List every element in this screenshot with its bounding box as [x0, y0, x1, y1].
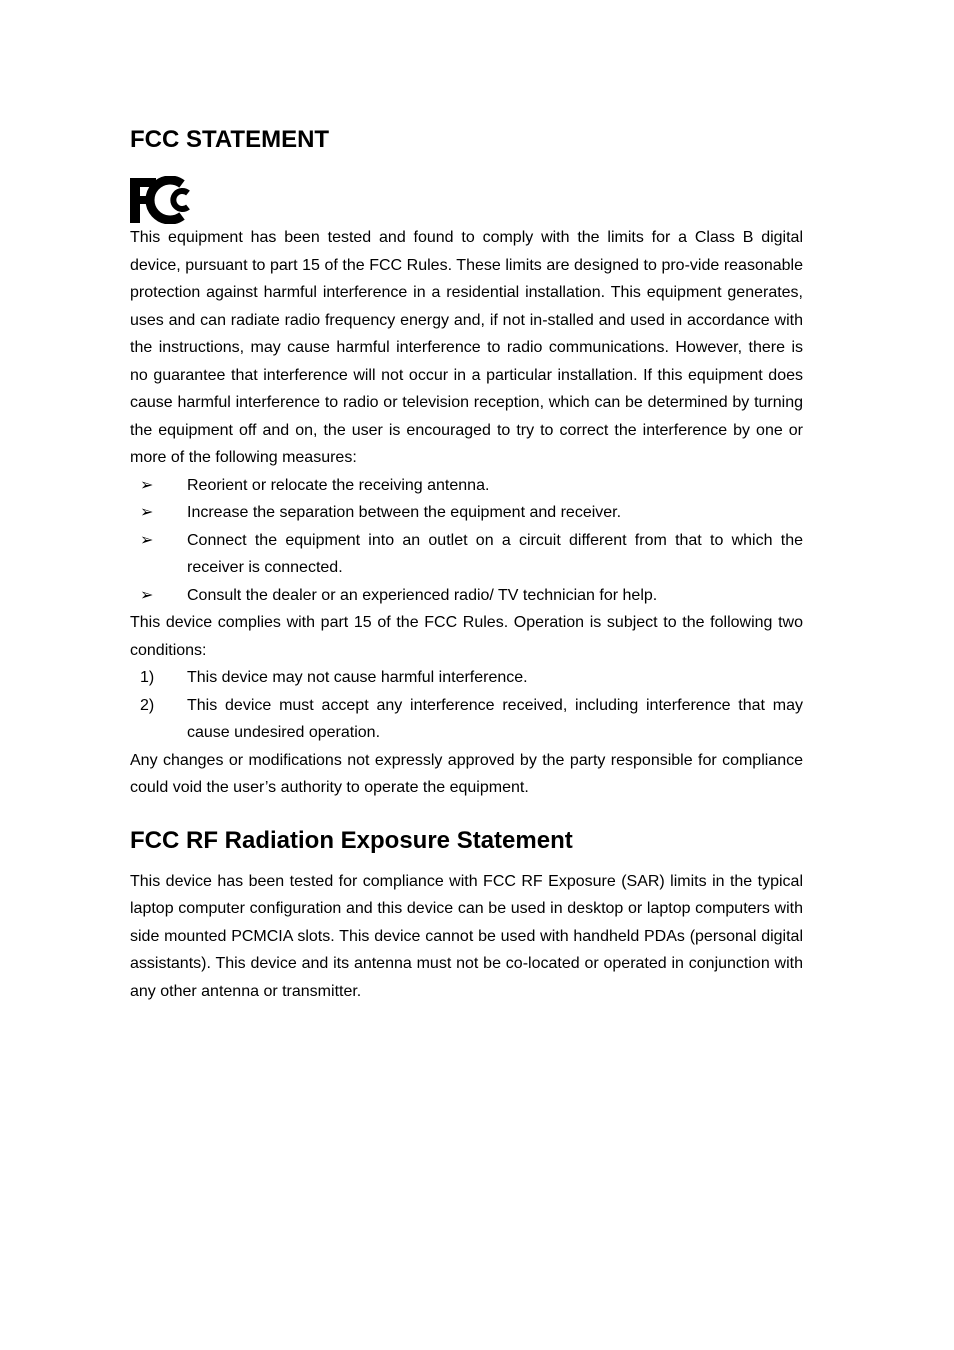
- fcc-logo-icon: [130, 176, 198, 224]
- part15-paragraph: This device complies with part 15 of the FCC Rules. Operation is subject to the following two conditions:: [130, 614, 803, 659]
- list-item: ➢ Consult the dealer or an experienced radio/ TV technician for help.: [130, 582, 803, 610]
- list-item: ➢ Reorient or relocate the receiving antenna.: [130, 472, 803, 500]
- arrow-bullet-icon: ➢: [140, 531, 154, 549]
- list-item: ➢ Connect the equipment into an outlet on a circuit different from that to which the receiver is connected.: [130, 527, 803, 582]
- page-title: FCC STATEMENT: [130, 126, 330, 153]
- intro-paragraph: This equipment has been tested and found to comply with the limits for a Class B digital device, pursuant to part 15 of the FCC Rules. These limits are designed to pro-vide reasonable protection against harmful interference in a residential installation. This equipment generates, uses and can radiate radio frequency energy and, if not in-stalled and used in accordance with the instructions, may cause harmful interference to radio communications. However, there is no guarantee that interference will not occur in a particular installation. If this equipment does cause harmful interference to radio or television reception, which can be determined by turning the equipment off and on, the user is encouraged to try to correct the interference by one or more of the following measures:: [130, 229, 803, 466]
- arrow-bullet-icon: ➢: [140, 586, 154, 604]
- document-page: [130, 120, 803, 1005]
- list-item: 1) This device may not cause harmful interference.: [130, 664, 803, 692]
- condition-number: 1): [140, 669, 155, 686]
- rf-paragraph: This device has been tested for compliance with FCC RF Exposure (SAR) limits in the typical laptop computer configuration and this device can be used in desktop or laptop computers with side mounted PCMCIA slots. This device cannot be used with handheld PDAs (personal digital assistants). This device and its antenna must not be co-located or operated in conjunction with any other antenna or transmitter.: [130, 872, 803, 1000]
- list-item: ➢ Increase the separation between the equipment and receiver.: [130, 499, 803, 527]
- changes-paragraph: Any changes or modifications not expressly approved by the party responsible for compliance could void the user’s authority to operate the equipment.: [130, 751, 803, 796]
- condition-number: 2): [140, 696, 155, 714]
- measures-list: [130, 472, 803, 610]
- list-item: 2) This device must accept any interference received, including interference that may cause undesired operation.: [130, 692, 803, 747]
- arrow-bullet-icon: ➢: [140, 504, 154, 521]
- arrow-bullet-icon: ➢: [140, 476, 154, 494]
- rf-section-heading: FCC RF Radiation Exposure Statement: [130, 826, 573, 854]
- conditions-list: [130, 664, 803, 747]
